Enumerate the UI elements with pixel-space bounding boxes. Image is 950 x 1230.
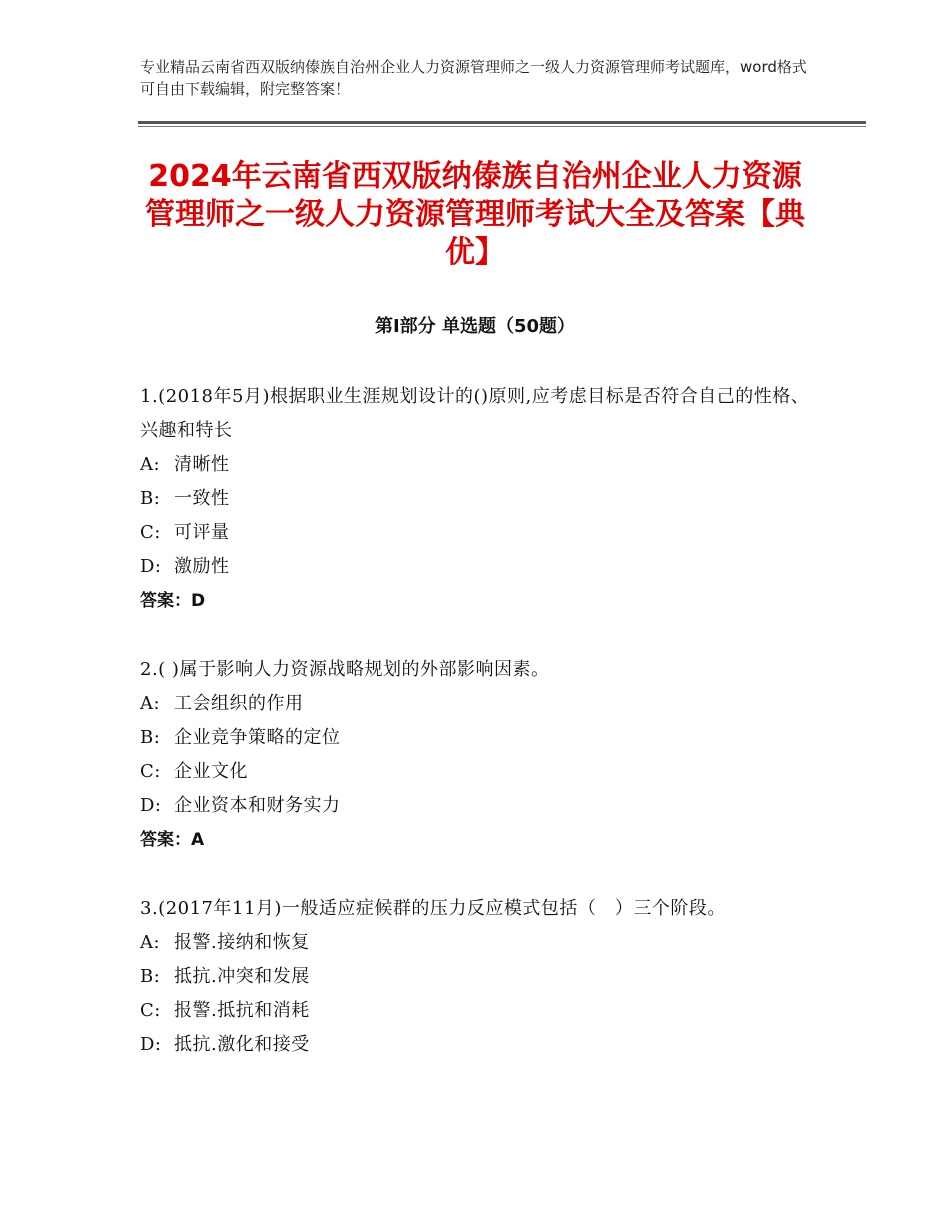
option-b: [140, 960, 810, 994]
option-letter: A:: [140, 932, 161, 953]
question-2: [140, 653, 810, 857]
option-d: [140, 1028, 810, 1062]
answer: 答案：A: [140, 830, 205, 850]
option-c: [140, 755, 810, 789]
header-rule-thick: [138, 121, 866, 124]
option-text: 清晰性: [174, 454, 230, 475]
option-c: [140, 516, 810, 550]
option-b: [140, 721, 810, 755]
answer: 答案：D: [140, 591, 206, 611]
option-letter: D:: [140, 795, 162, 816]
option-text: 激励性: [174, 556, 230, 577]
option-text: 报警.抵抗和消耗: [174, 1000, 310, 1021]
option-text: 企业文化: [174, 761, 248, 782]
option-text: 抵抗.冲突和发展: [174, 966, 310, 987]
option-letter: B:: [140, 966, 161, 987]
option-b: [140, 482, 810, 516]
option-letter: A:: [140, 454, 161, 475]
question-stem: 2.( )属于影响人力资源战略规划的外部影响因素。: [140, 659, 550, 680]
option-letter: B:: [140, 727, 161, 748]
question-1: [140, 380, 810, 618]
document-title: 2024年云南省西双版纳傣族自治州企业人力资源管理师之一级人力资源管理师考试大全及答案【典优】: [145, 159, 805, 270]
option-letter: C:: [140, 1000, 161, 1021]
section-title: 第Ⅰ部分 单选题（50题）: [374, 316, 575, 337]
option-d: [140, 789, 810, 823]
option-text: 工会组织的作用: [174, 693, 304, 714]
option-text: 企业资本和财务实力: [174, 795, 341, 816]
option-a: [140, 926, 810, 960]
option-a: [140, 448, 810, 482]
option-letter: C:: [140, 522, 161, 543]
option-text: 报警.接纳和恢复: [174, 932, 310, 953]
option-d: [140, 550, 810, 584]
option-letter: A:: [140, 693, 161, 714]
question-3: [140, 892, 810, 1062]
header-rule-thin: [138, 126, 866, 127]
option-text: 企业竞争策略的定位: [174, 727, 341, 748]
option-letter: D:: [140, 1034, 162, 1055]
question-stem: 1.(2018年5月)根据职业生涯规划设计的()原则,应考虑目标是否符合自己的性格、兴趣和特长: [140, 386, 810, 441]
header-note: 专业精品云南省西双版纳傣族自治州企业人力资源管理师之一级人力资源管理师考试题库，word格式可自由下载编辑，附完整答案！: [140, 58, 807, 98]
option-text: 一致性: [174, 488, 230, 509]
option-text: 抵抗.激化和接受: [174, 1034, 310, 1055]
option-letter: B:: [140, 488, 161, 509]
question-stem: 3.(2017年11月)一般适应症候群的压力反应模式包括（ ）三个阶段。: [140, 898, 726, 919]
option-a: [140, 687, 810, 721]
option-letter: C:: [140, 761, 161, 782]
option-c: [140, 994, 810, 1028]
option-letter: D:: [140, 556, 162, 577]
option-text: 可评量: [174, 522, 230, 543]
